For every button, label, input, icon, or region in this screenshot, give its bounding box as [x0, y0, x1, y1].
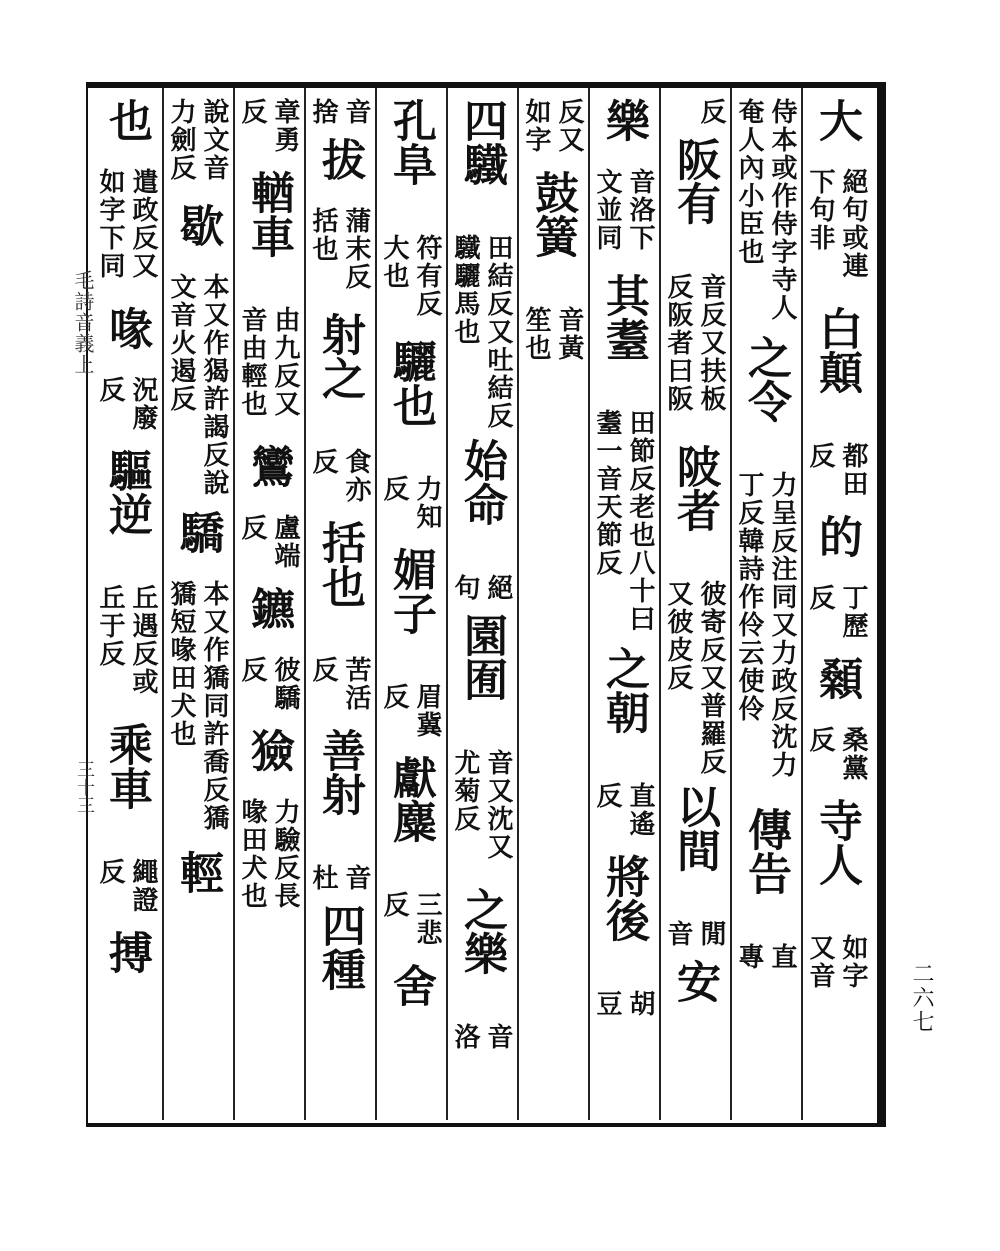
headword-text: 鸞 — [243, 444, 294, 488]
annotation-text: 本又作猲許謁反說文音火遏反 — [166, 273, 229, 497]
headword-text: 鑣 — [243, 586, 294, 630]
headword-text: 之樂 — [456, 887, 507, 975]
annotation-text: 蒲末反括也 — [308, 207, 371, 291]
annotation-text: 絕句或連下句非 — [805, 168, 868, 280]
edge-folio: 三十三 — [74, 760, 95, 814]
annotation-text: 音黃笙也 — [521, 306, 584, 362]
annotation-text: 力驗反長喙田犬也 — [237, 798, 300, 910]
annotation-text: 都田反 — [805, 442, 868, 498]
annotation-text: 音杜 — [308, 864, 371, 892]
text-column-11 — [93, 92, 159, 1122]
text-column-7 — [377, 92, 443, 1122]
headword-text: 媚子 — [385, 547, 436, 635]
annotation-text: 彼寄反又普羅反又彼皮反 — [663, 580, 726, 776]
headword-text: 鼓簧 — [527, 170, 578, 258]
headword-text: 寺人 — [811, 798, 862, 886]
headword-text: 射之 — [314, 312, 365, 400]
annotation-text: 桑黨反 — [805, 726, 868, 782]
annotation-text: 食亦反 — [308, 448, 371, 504]
headword-text: 驪也 — [385, 339, 436, 427]
annotation-text: 三悲反 — [379, 891, 442, 947]
headword-text: 之令 — [740, 335, 791, 423]
headword-text: 搏 — [101, 930, 152, 974]
headword-text: 也 — [101, 98, 152, 142]
headword-text: 將後 — [598, 854, 649, 942]
annotation-text: 如字又音 — [805, 934, 868, 990]
text-column-9 — [235, 92, 301, 1122]
annotation-text: 直遙反 — [592, 782, 655, 838]
annotation-text: 丘遇反或丘于反 — [95, 584, 158, 696]
text-column-8 — [306, 92, 372, 1122]
annotation-text: 胡豆 — [592, 990, 655, 1018]
headword-text: 始命 — [456, 438, 507, 526]
headword-text: 白顛 — [811, 306, 862, 394]
edge-title: 毛詩音義上 — [71, 270, 95, 375]
headword-text: 陂者 — [669, 444, 720, 532]
headword-text: 顙 — [811, 656, 862, 700]
headword-text: 善射 — [314, 728, 365, 816]
text-column-4 — [590, 92, 656, 1122]
annotation-text: 音洛下文並同 — [592, 168, 655, 252]
headword-text: 傳告 — [740, 807, 791, 895]
text-column-6 — [448, 92, 514, 1122]
annotation-text: 丁歷反 — [805, 584, 868, 640]
headword-text: 樂 — [598, 98, 649, 142]
headword-text: 安 — [669, 959, 720, 1003]
annotation-text: 說文音力劍反 — [166, 98, 229, 182]
headword-text: 其耋 — [598, 273, 649, 361]
annotation-text: 眉冀反 — [379, 683, 442, 739]
headword-text: 輶車 — [243, 170, 294, 258]
annotation-text: 章勇反 — [237, 98, 300, 154]
headword-text: 的 — [811, 514, 862, 558]
headword-text: 之朝 — [598, 646, 649, 734]
annotation-text: 閒音 — [663, 920, 726, 948]
annotation-text: 直專 — [734, 943, 797, 971]
headword-text: 喙 — [101, 306, 152, 350]
annotation-text: 音又沈又尤菊反 — [450, 749, 513, 861]
annotation-text: 力知反 — [379, 475, 442, 531]
headword-text: 獫 — [243, 728, 294, 772]
annotation-text: 繩證反 — [95, 858, 158, 914]
headword-text: 驅逆 — [101, 448, 152, 536]
headword-text: 園囿 — [456, 613, 507, 701]
headword-text: 獻麋 — [385, 755, 436, 843]
annotation-text: 反 — [696, 98, 726, 126]
annotation-text: 彼驕反 — [237, 656, 300, 712]
text-column-1 — [803, 92, 869, 1122]
annotation-text: 侍本或作侍字寺人奄人內小臣也 — [734, 98, 797, 322]
headword-text: 括也 — [314, 520, 365, 608]
headword-text: 輕 — [172, 850, 223, 894]
annotation-text: 力呈反注同又力政反沈力丁反韓詩作伶云使伶 — [734, 471, 797, 779]
text-column-10 — [164, 92, 230, 1122]
annotation-text: 況廢反 — [95, 376, 158, 432]
headword-text: 拔 — [314, 137, 365, 181]
headword-text: 舍 — [385, 963, 436, 1007]
annotation-text: 由九反又音由輕也 — [237, 306, 300, 418]
annotation-text: 符有反大也 — [379, 234, 442, 318]
text-column-3 — [661, 92, 727, 1122]
headword-text: 歇 — [172, 203, 223, 247]
annotation-text: 絕句 — [450, 574, 513, 602]
headword-text: 孔阜 — [385, 98, 436, 186]
annotation-text: 反又如字 — [521, 98, 584, 154]
annotation-text: 田結反又吐結反驖驪馬也 — [450, 234, 513, 430]
page-number: 二六七 — [909, 962, 934, 1034]
text-column-5 — [519, 92, 585, 1122]
annotation-text: 音洛 — [450, 1023, 513, 1051]
headword-text: 驕 — [172, 510, 223, 554]
annotation-text: 遣政反又如字下同 — [95, 168, 158, 280]
annotation-text: 本又作獢同許喬反獢獢短喙田犬也 — [166, 580, 229, 832]
headword-text: 乘車 — [101, 722, 152, 810]
annotation-text: 音捨 — [308, 98, 371, 126]
annotation-text: 音反又扶板反阪者曰阪 — [663, 273, 726, 413]
headword-text: 大 — [811, 98, 862, 142]
headword-text: 四種 — [314, 903, 365, 991]
annotation-text: 盧端反 — [237, 514, 300, 570]
headword-text: 阪有 — [669, 137, 720, 225]
annotation-text: 苦活反 — [308, 656, 371, 712]
headword-text: 四驖 — [456, 98, 507, 186]
annotation-text: 田節反老也八十曰耋一音天節反 — [592, 409, 655, 633]
headword-text: 以間 — [669, 784, 720, 872]
text-column-2 — [732, 92, 798, 1122]
